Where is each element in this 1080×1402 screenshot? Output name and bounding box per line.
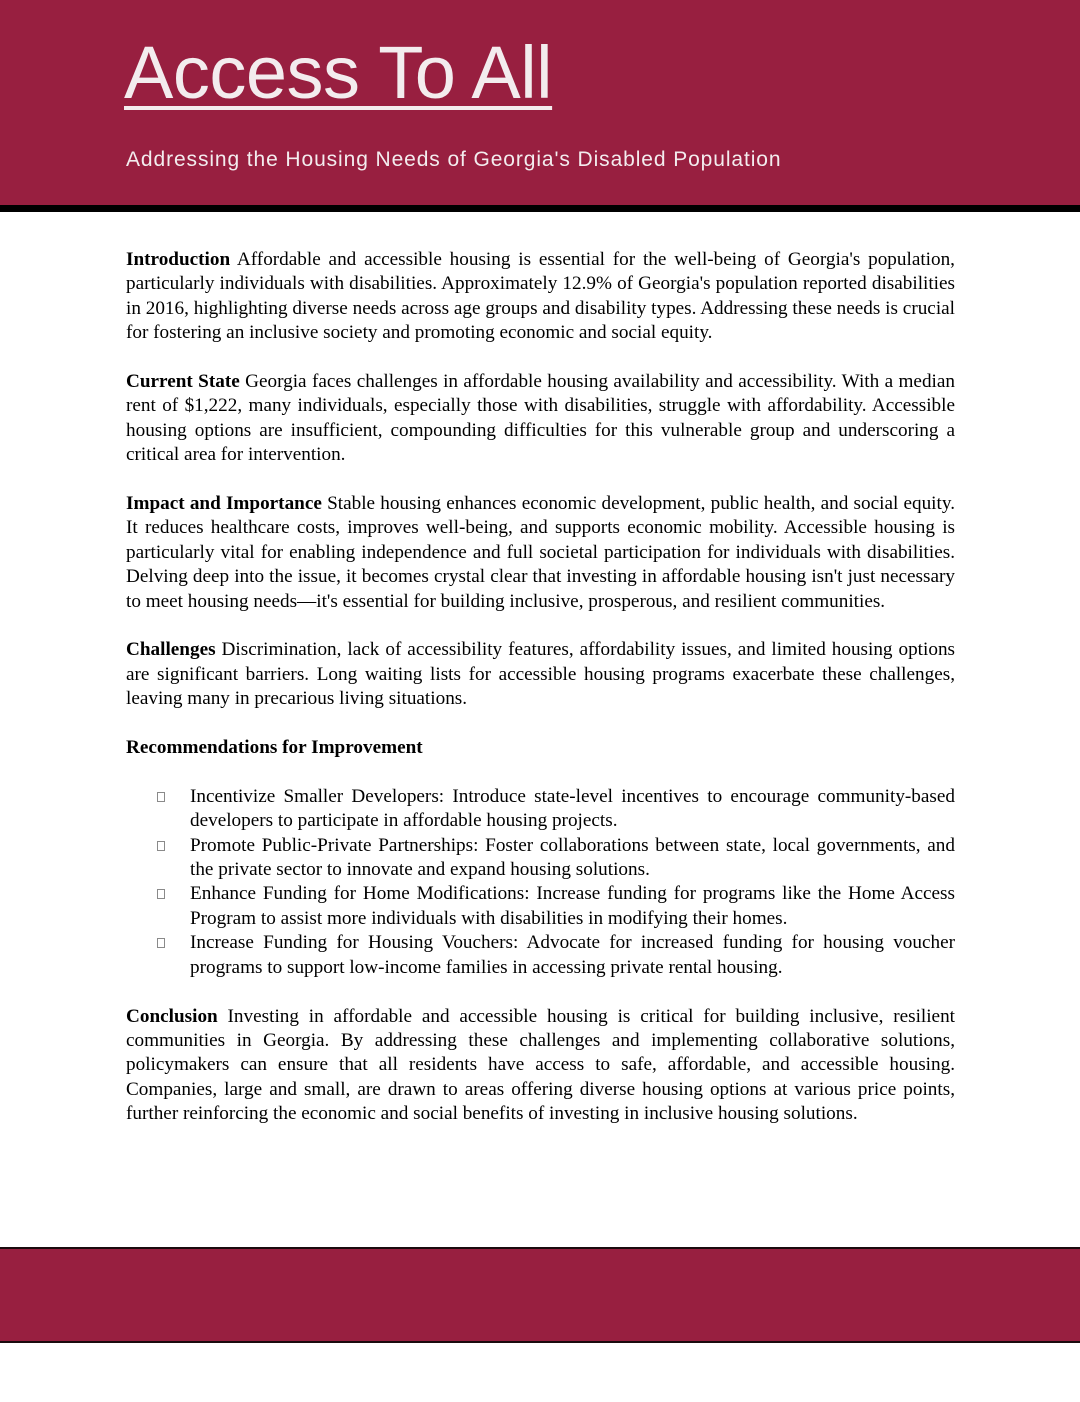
challenges-paragraph (126, 638, 955, 711)
current-state-text: Georgia faces challenges in affordable housing availability and accessibility. With a median rent of $1,222, many individuals, especially those with disabilities, struggle with affordability. Accessible housing options are insufficient, compounding difficulties for this vulnerable group and underscoring a critical area for intervention. (126, 371, 955, 466)
header-banner (0, 0, 1080, 205)
current-state-heading: Current State (126, 371, 240, 393)
page-title: Access To All (124, 31, 553, 114)
list-item (190, 882, 955, 931)
recommendations-heading: Recommendations for Improvement (126, 737, 423, 759)
conclusion-text: Investing in affordable and accessible housing is critical for building inclusive, resilient communities in Georgia. By addressing these challenges and implementing collaborative solutions, policymakers can ensure that all residents have access to safe, affordable, and accessible housing. Companies, large and small, are drawn to areas offering diverse housing options at various price points, further reinforcing the economic and social benefits of investing in inclusive housing solutions. (126, 1005, 956, 1125)
list-item (190, 931, 955, 980)
conclusion-paragraph (126, 1005, 955, 1127)
checkbox-bullet-icon (157, 841, 165, 851)
introduction-paragraph (126, 248, 955, 346)
recommendation-text: Enhance Funding for Home Modifications: Increase funding for programs like the Home Access Program to assist more individuals with disabilities in modifying their homes. (190, 883, 955, 929)
challenges-heading: Challenges (126, 639, 216, 661)
recommendation-text: Incentivize Smaller Developers: Introduce state-level incentives to encourage community-based developers to participate in affordable housing projects. (190, 785, 955, 832)
footer-bottom-divider (0, 1341, 1080, 1343)
list-item (190, 834, 955, 883)
introduction-heading: Introduction (126, 249, 231, 270)
document-body (126, 248, 955, 1151)
page-subtitle: Addressing the Housing Needs of Georgia's Disabled Population (126, 148, 782, 171)
challenges-text: Discrimination, lack of accessibility features, affordability issues, and limited housing options are significant barriers. Long waiting lists for accessible housing programs exacerbate these challenges, leaving many in precarious living situations. (126, 639, 956, 710)
footer-banner (0, 1249, 1080, 1341)
list-item (190, 785, 955, 834)
current-state-paragraph (126, 370, 955, 468)
recommendation-text: Increase Funding for Housing Vouchers: Advocate for increased funding for housing voucher programs to support low-income families in accessing private rental housing. (190, 932, 955, 978)
checkbox-bullet-icon (157, 938, 165, 948)
header-divider (0, 205, 1080, 212)
introduction-text: Affordable and accessible housing is essential for the well-being of Georgia's population, particularly individuals with disabilities. Approximately 12.9% of Georgia's population reported disabilities in 2016, highlighting diverse needs across age groups and disability types. Addressing these needs is crucial for fostering an inclusive society and promoting economic and social equity. (126, 249, 955, 344)
conclusion-heading: Conclusion (126, 1005, 218, 1027)
impact-heading: Impact and Importance (126, 493, 322, 515)
impact-text: Stable housing enhances economic development, public health, and social equity. It reduces healthcare costs, improves well-being, and supports economic mobility. Accessible housing is particularly vital for enabling independence and full societal participation for individuals with disabilities. Delving deep into the issue, it becomes crystal clear that investing in affordable housing isn't just necessary to meet housing needs—it's essential for building inclusive, prosperous, and resilient communities. (126, 493, 955, 612)
checkbox-bullet-icon (157, 792, 165, 802)
recommendation-text: Promote Public-Private Partnerships: Foster collaborations between state, local governments, and the private sector to innovate and expand housing solutions. (190, 834, 955, 881)
checkbox-bullet-icon (157, 889, 165, 899)
recommendations-list (126, 785, 955, 980)
impact-paragraph (126, 492, 955, 614)
